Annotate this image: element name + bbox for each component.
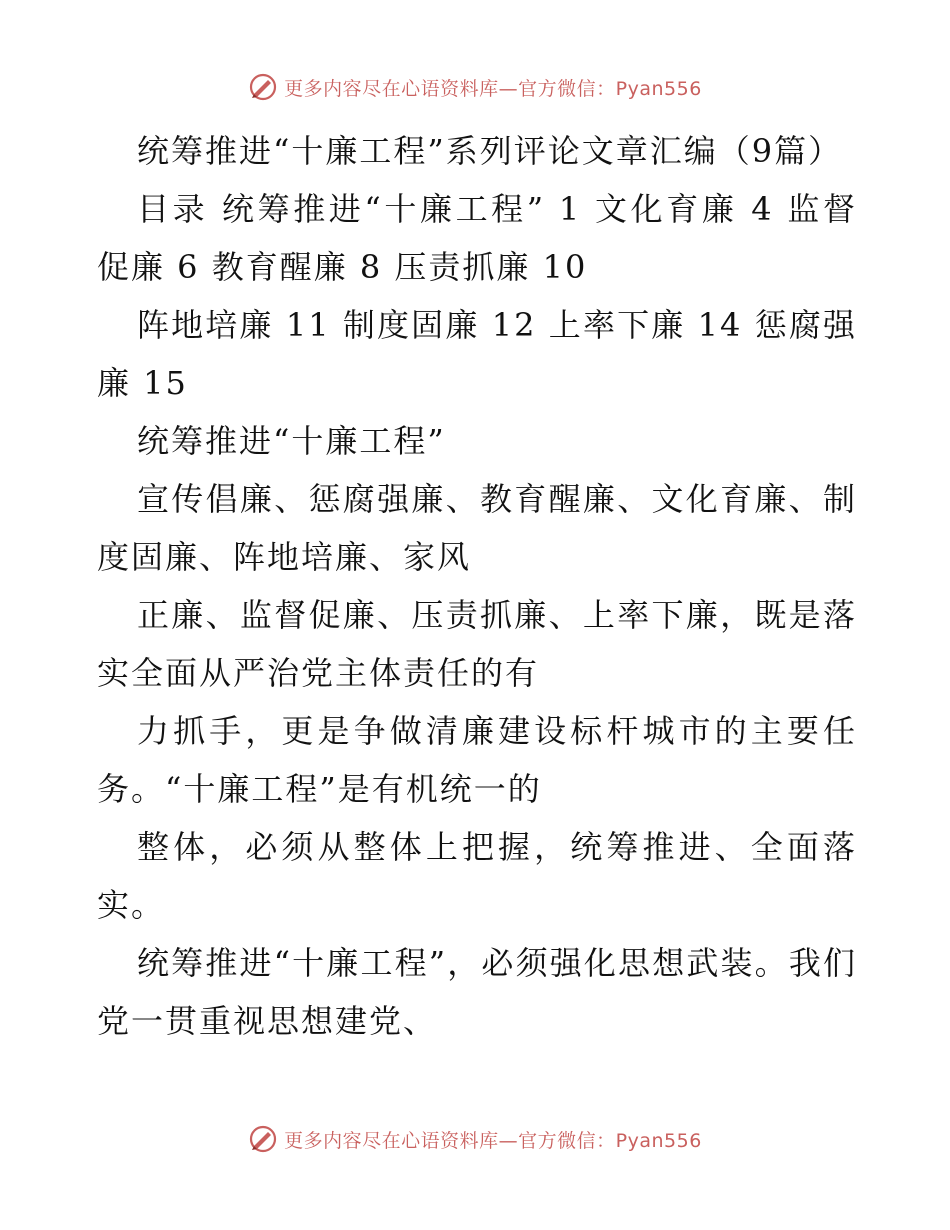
- body-paragraph: 正廉、监督促廉、压责抓廉、上率下廉，既是落实全面从严治党主体责任的有: [97, 596, 857, 692]
- body-paragraph: 力抓手，更是争做清廉建设标杆城市的主要任务。“十廉工程”是有机统一的: [97, 712, 857, 808]
- document-body: [97, 122, 857, 1050]
- table-of-contents-line-1: 目录 统筹推进“十廉工程” 1 文化育廉 4 监督促廉 6 教育醒廉 8 压责抓廉 10: [97, 190, 857, 286]
- header-watermark: [0, 72, 950, 102]
- body-paragraph: 整体，必须从整体上把握，统筹推进、全面落实。: [97, 828, 857, 924]
- document-title: 统筹推进“十廉工程”系列评论文章汇编（9篇）: [137, 132, 843, 170]
- body-paragraph: 宣传倡廉、惩腐强廉、教育醒廉、文化育廉、制度固廉、阵地培廉、家风: [97, 480, 857, 576]
- footer-watermark: [0, 1124, 950, 1154]
- body-paragraph: 统筹推进“十廉工程”，必须强化思想武装。我们党一贯重视思想建党、: [97, 944, 857, 1040]
- table-of-contents-line-2: 阵地培廉 11 制度固廉 12 上率下廉 14 惩腐强廉 15: [97, 306, 857, 402]
- section-heading: 统筹推进“十廉工程”: [137, 422, 446, 460]
- pen-logo-icon: [248, 72, 278, 102]
- watermark-text: 更多内容尽在心语资料库—官方微信：Pyan556: [284, 77, 702, 100]
- pen-logo-icon: [248, 1124, 278, 1154]
- watermark-text: 更多内容尽在心语资料库—官方微信：Pyan556: [284, 1129, 702, 1152]
